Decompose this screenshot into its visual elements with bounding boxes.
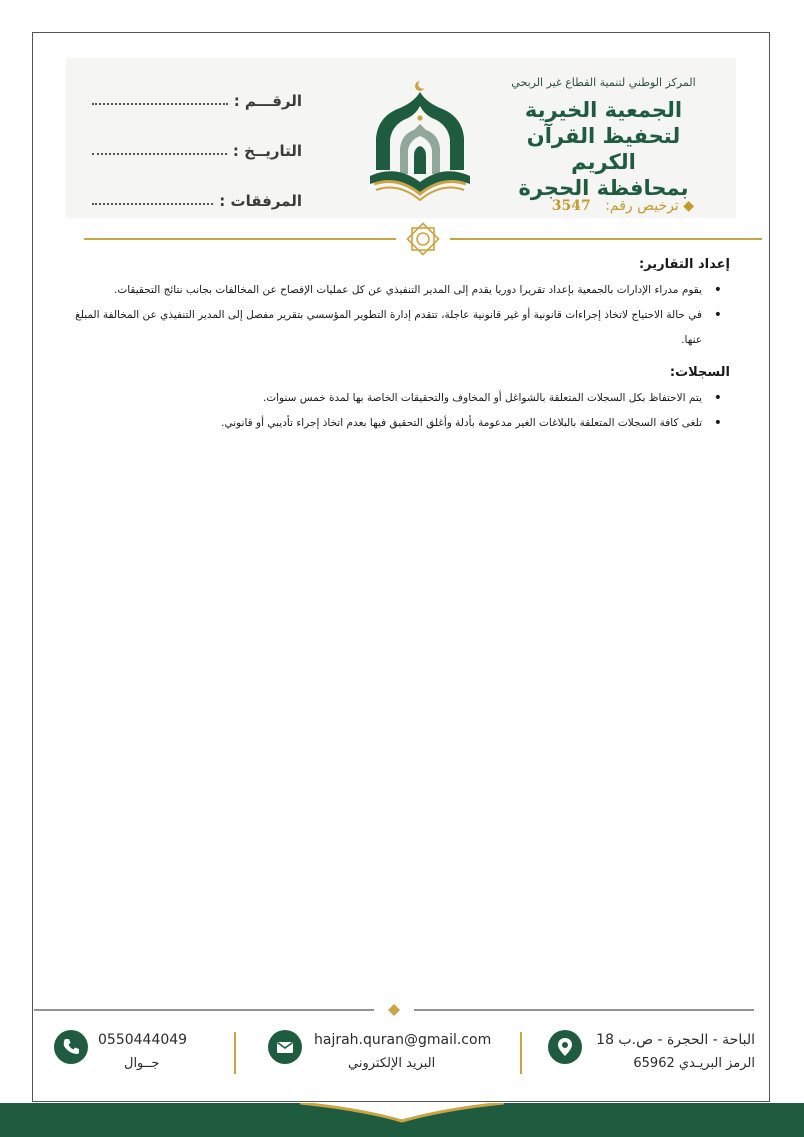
date-label: التاريــخ :	[232, 142, 302, 160]
attachments-blank	[92, 203, 213, 205]
reports-list	[52, 278, 730, 353]
license-info	[552, 198, 694, 214]
footer-phone	[52, 1030, 222, 1080]
section-title-records: السجلات:	[669, 365, 730, 380]
header-divider	[84, 221, 762, 257]
email-label: البريد الإلكتروني	[348, 1056, 436, 1071]
org-name-line2: لتحفيظ القرآن الكريم	[526, 124, 681, 174]
footer-band	[0, 1103, 804, 1137]
location-pin-icon	[548, 1030, 582, 1064]
license-number: 3547	[551, 198, 591, 214]
reference-number-label: الرقـــم :	[233, 92, 302, 110]
reference-number-blank	[92, 103, 228, 105]
org-name-line1: الجمعية الخيرية	[524, 98, 683, 122]
address-line2: الرمز البريـدي 65962	[633, 1056, 755, 1071]
footer-separator	[234, 1032, 236, 1074]
phone-icon	[54, 1030, 88, 1064]
phone-number[interactable]: 0550444049	[98, 1032, 188, 1048]
footer-divider	[34, 1000, 754, 1020]
phone-label: جــوال	[124, 1056, 160, 1071]
license-label: ◆ ترخيص رقم:	[605, 198, 694, 214]
address-line1: الباحة - الحجرة - ص.ب 18	[596, 1032, 755, 1048]
list-item: • تلغى كافة السجلات المتعلقة بالبلاغات الغير مدعومة بأدلة وأغلق التحقيق فيها بعدم اتخاذ إجراء تأديبي أو قانوني.	[52, 411, 730, 436]
footer-separator	[520, 1032, 522, 1074]
date-blank	[92, 153, 227, 155]
organization-block	[491, 76, 716, 201]
list-item: • في حالة الاحتياج لاتخاذ إجراءات قانونية أو غير قانونية عاجلة، تتقدم إدارة التطوير المؤسسي بتقرير مفصل إلى المدير التنفيذي عن المخالفة المبلغ عنها.	[52, 303, 730, 353]
envelope-icon	[268, 1030, 302, 1064]
footer-email	[266, 1030, 496, 1080]
footer-address	[540, 1030, 755, 1080]
section-title-reports: إعداد التقارير:	[638, 257, 730, 272]
records-list	[52, 386, 730, 436]
org-name-line3: بمحافظة الحجرة	[518, 176, 689, 200]
document-body	[52, 255, 730, 448]
attachments-field	[92, 188, 302, 210]
email-address[interactable]: hajrah.quran@gmail.com	[314, 1032, 492, 1048]
org-subtitle: المركز الوطني لتنمية القطاع غير الربحي	[511, 76, 696, 89]
attachments-label: المرفقات :	[219, 192, 302, 210]
date-field	[92, 138, 302, 160]
list-item: • يتم الاحتفاظ بكل السجلات المتعلقة بالشواغل أو المخاوف والتحقيقات الخاصة بها لمدة خمس سنوات.	[52, 386, 730, 411]
reference-number-field	[92, 88, 302, 110]
list-item: • يقوم مدراء الإدارات بالجمعية بإعداد تقريرا دوريا يقدم إلى المدير التنفيذي عن كل عمليات الإفصاح عن المخالفات بجانب نتائج التحقيقات.	[52, 278, 730, 303]
association-logo-icon	[366, 78, 474, 206]
